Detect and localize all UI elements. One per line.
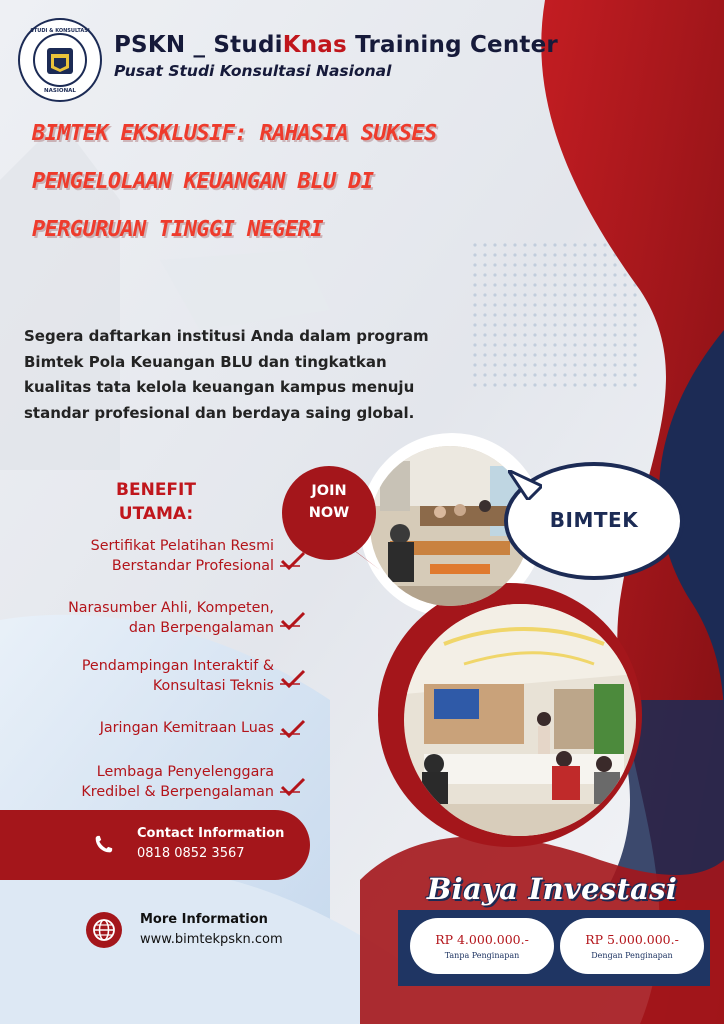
headline xyxy=(32,110,512,254)
contact-phone[interactable]: 0818 0852 3567 xyxy=(137,846,245,861)
benefit-item xyxy=(0,536,274,576)
benefit-line: Pendampingan Interaktif & xyxy=(81,658,274,674)
brand-title xyxy=(114,30,614,60)
bimtek-label: BIMTEK xyxy=(549,508,639,532)
benefit-line: Kredibel & Berpengalaman xyxy=(81,784,274,800)
headline-line: PERGURUAN TINGGI NEGERI xyxy=(32,217,323,242)
intro-line: Bimtek Pola Keuangan BLU dan tingkatkan xyxy=(24,352,387,371)
more-info-title: More Information xyxy=(140,912,268,927)
website-link[interactable]: www.bimtekpskn.com xyxy=(140,932,283,947)
benefit-item xyxy=(0,762,274,802)
check-icon xyxy=(280,610,306,632)
brand-highlight: Knas xyxy=(282,32,347,58)
benefit-title-line: UTAMA: xyxy=(118,504,194,524)
check-icon xyxy=(280,668,306,690)
benefit-line: Lembaga Penyelenggara xyxy=(96,764,274,780)
benefit-item xyxy=(0,656,274,696)
headline-line: BIMTEK EKSKLUSIF: RAHASIA SUKSES xyxy=(32,121,437,146)
check-icon xyxy=(280,776,306,798)
check-icon xyxy=(280,718,306,740)
intro-line: Segera daftarkan institusi Anda dalam program xyxy=(24,327,429,345)
brand-block xyxy=(114,30,614,80)
brand-suffix: Training Center xyxy=(346,32,558,58)
benefit-line: Konsultasi Teknis xyxy=(152,678,274,694)
benefit-line: dan Berpengalaman xyxy=(128,620,274,636)
benefit-title-line: BENEFIT xyxy=(116,480,196,500)
price-option-no-lodging xyxy=(410,918,554,974)
svg-text:STUDI & KONSULTASI: STUDI & KONSULTASI xyxy=(30,28,90,34)
join-now-text xyxy=(282,480,376,524)
cost-title: Biaya Investasi xyxy=(426,872,678,906)
benefit-title xyxy=(110,478,202,526)
price-option-with-lodging xyxy=(560,918,704,974)
pskn-logo xyxy=(18,18,102,102)
benefit-line: Narasumber Ahli, Kompeten, xyxy=(68,600,274,616)
intro-line: kualitas tata kelola keuangan kampus menuju xyxy=(24,378,415,396)
contact-bar xyxy=(0,810,310,880)
join-bubble-tail xyxy=(340,540,380,580)
intro-line: standar profesional dan berdaya saing global. xyxy=(24,403,415,422)
brand-prefix: PSKN _ Studi xyxy=(114,32,283,58)
svg-text:NASIONAL: NASIONAL xyxy=(44,88,76,94)
join-line: JOIN xyxy=(311,483,347,499)
globe-icon xyxy=(86,912,122,948)
price-amount: RP 4.000.000.- xyxy=(435,932,529,947)
join-line: NOW xyxy=(308,505,350,521)
benefit-line: Jaringan Kemitraan Luas xyxy=(99,720,274,736)
brand-subtitle: Pusat Studi Konsultasi Nasional xyxy=(114,62,392,80)
bimtek-bubble-tail xyxy=(508,470,542,500)
contact-title: Contact Information xyxy=(137,826,285,841)
intro-paragraph xyxy=(24,324,484,426)
benefit-line: Sertifikat Pelatihan Resmi xyxy=(90,538,274,554)
seminar-photo-bottom xyxy=(404,604,636,836)
benefit-item xyxy=(0,718,274,738)
price-note: Tanpa Penginapan xyxy=(444,951,520,960)
price-note: Dengan Penginapan xyxy=(591,951,673,960)
phone-icon xyxy=(92,834,114,856)
headline-line: PENGELOLAAN KEUANGAN BLU DI xyxy=(32,169,374,194)
benefit-line: Berstandar Profesional xyxy=(111,558,274,574)
benefit-item xyxy=(0,598,274,638)
price-amount: RP 5.000.000.- xyxy=(585,932,679,947)
check-icon xyxy=(280,550,306,572)
